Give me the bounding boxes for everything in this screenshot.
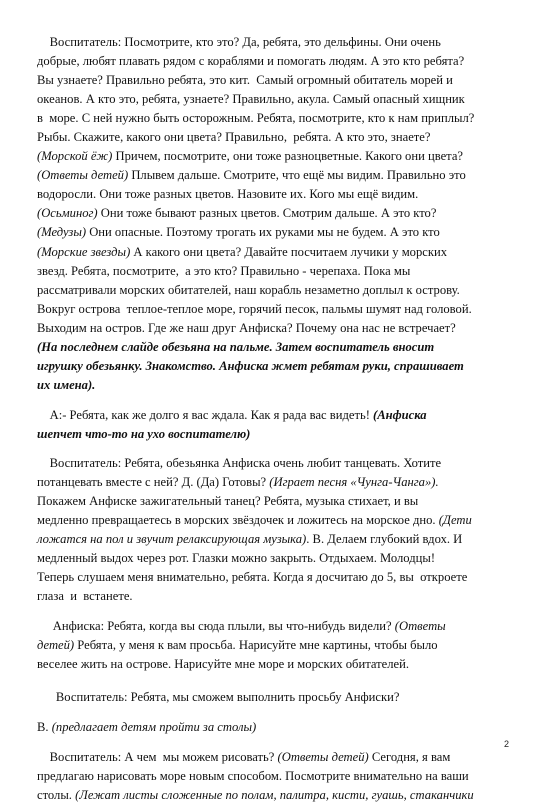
paragraph-2	[37, 406, 507, 444]
text-line	[37, 281, 507, 300]
emphasized-text: (предлагает детям пройти за столы)	[51, 719, 257, 734]
emphasized-text: (Ответы детей)	[277, 749, 369, 764]
text-run: Они опасные. Поэтому трогать их руками мы не будем. А это кто	[86, 225, 440, 240]
emphasized-text: (Осьминог)	[37, 206, 98, 221]
text-run: А:- Ребята, как же долго я вас ждала. Как я рада вас видеть!	[37, 407, 374, 422]
emphasized-text: (Лежат листы сложенные по полам, палитра, кисти, гуашь, стаканчики	[75, 787, 474, 802]
text-run: водоросли. Они тоже разных цветов. Назовите их. Кого мы ещё видим.	[37, 187, 419, 202]
text-line	[37, 748, 507, 767]
text-run: потанцевать вместе с ней? Д. (Да) Готовы?	[37, 475, 270, 490]
text-run: рассматривали морских обитателей, наш корабль незаметно доплыл к острову.	[37, 282, 460, 297]
text-run: Причем, посмотрите, они тоже разноцветные. Какого они цвета?	[112, 149, 464, 164]
emphasized-text: ложатся на пол и звучит релаксирующая музыка)	[37, 532, 307, 547]
paragraph-7	[37, 748, 507, 805]
text-line	[37, 587, 507, 606]
text-line	[37, 204, 507, 223]
text-run: глаза и встанете.	[37, 589, 133, 604]
text-run: океанов. А кто это, ребята, узнаете? Правильно, акула. Самый опасный хищник	[37, 92, 465, 107]
paragraph-4	[37, 617, 507, 674]
text-run: Плывем дальше. Смотрите, что ещё мы видим. Правильно это	[128, 168, 466, 183]
emphasized-text: (Морские звезды)	[37, 244, 131, 259]
emphasized-text: шепчет что-то на ухо воспитателю)	[37, 426, 251, 441]
text-run: А какого они цвета? Давайте посчитаем лучики у морских	[130, 244, 448, 259]
text-line	[37, 454, 507, 473]
text-line	[37, 71, 507, 90]
text-run: медленно превращаетесь в морских звёздочек и ложитесь на морское дно.	[37, 513, 439, 528]
paragraph-3	[37, 454, 507, 606]
text-line	[37, 109, 507, 128]
emphasized-text: (Ответы детей)	[37, 168, 129, 183]
text-run: Рыбы. Скажите, какого они цвета? Правильно, ребята. А кто это, знаете?	[37, 130, 431, 145]
text-run: Они тоже бывают разных цветов. Смотрим дальше. А это кто?	[97, 206, 437, 221]
text-line	[37, 688, 507, 707]
text-line	[37, 300, 507, 319]
text-line	[37, 357, 507, 376]
text-run: Вокруг острова теплое-теплое море, горячий песок, пальмы шумят над головой.	[37, 301, 472, 316]
text-line	[37, 128, 507, 147]
text-line	[37, 319, 507, 338]
paragraph-5	[37, 688, 507, 707]
emphasized-text: их имена).	[37, 377, 96, 392]
text-line	[37, 492, 507, 511]
text-run: веселее жить на острове. Нарисуйте мне море и морских обитателей.	[37, 657, 409, 672]
text-run: в море. С ней нужно быть осторожным. Ребята, посмотрите, кто к нам приплыл?	[37, 111, 475, 126]
text-line	[37, 636, 507, 655]
paragraph-6	[37, 718, 507, 737]
text-line	[37, 530, 507, 549]
text-run: Воспитатель: Ребята, мы сможем выполнить просьбу Анфиски?	[37, 689, 400, 704]
text-line	[37, 718, 507, 737]
document-body	[37, 33, 507, 805]
emphasized-text: (Анфиска	[373, 407, 427, 422]
text-line	[37, 473, 507, 492]
emphasized-text: (На последнем слайде обезьяна на пальме. Затем воспитатель вносит	[37, 339, 435, 354]
emphasized-text: (Морской ёж)	[37, 149, 113, 164]
text-run: Воспитатель: А чем мы можем рисовать?	[37, 749, 278, 764]
text-line	[37, 655, 507, 674]
emphasized-text: (Ответы	[394, 619, 446, 634]
text-run: звезд. Ребята, посмотрите, а это кто? Правильно - черепаха. Пока мы	[37, 263, 411, 278]
text-line	[37, 52, 507, 71]
text-line	[37, 223, 507, 242]
text-line	[37, 147, 507, 166]
text-line	[37, 90, 507, 109]
text-line	[37, 549, 507, 568]
text-line	[37, 376, 507, 395]
text-run: столы.	[37, 787, 76, 802]
text-run: . В. Делаем глубокий вдох. И	[306, 532, 463, 547]
text-line	[37, 786, 507, 805]
emphasized-text: (Играет песня «Чунга-Чанга»).	[269, 475, 439, 490]
text-run: Выходим на остров. Где же наш друг Анфиска? Почему она нас не встречает?	[37, 320, 456, 335]
text-line	[37, 338, 507, 357]
text-run: Анфиска: Ребята, когда вы сюда плыли, вы что-нибудь видели?	[37, 619, 395, 634]
page-number: 2	[503, 739, 509, 749]
text-run: предлагаю нарисовать море новым способом. Посмотрите внимательно на ваши	[37, 768, 469, 783]
text-line	[37, 511, 507, 530]
emphasized-text: игрушку обезьянку. Знакомство. Анфиска жмет ребятам руки, спрашивает	[37, 358, 464, 373]
text-line	[37, 243, 507, 262]
text-run: Покажем Анфиске зажигательный танец? Ребята, музыка стихает, и вы	[37, 494, 419, 509]
emphasized-text: детей)	[37, 638, 75, 653]
text-run: Вы узнаете? Правильно ребята, это кит. Самый огромный обитатель морей и	[37, 73, 453, 88]
text-line	[37, 166, 507, 185]
text-line	[37, 568, 507, 587]
text-run: Теперь слушаем меня внимательно, ребята. Когда я досчитаю до 5, вы откроете	[37, 570, 468, 585]
text-run: добрые, любят плавать рядом с кораблями и помогать людям. А это кто ребята?	[37, 54, 465, 69]
text-line	[37, 185, 507, 204]
text-run: Воспитатель: Ребята, обезьянка Анфиска очень любит танцевать. Хотите	[37, 455, 442, 470]
text-line	[37, 425, 507, 444]
emphasized-text: (Дети	[438, 513, 472, 528]
text-run: Ребята, у меня к вам просьба. Нарисуйте мне картины, чтобы было	[74, 638, 438, 653]
paragraph-1	[37, 33, 507, 395]
text-line	[37, 33, 507, 52]
text-line	[37, 406, 507, 425]
text-line	[37, 767, 507, 786]
text-run: В.	[37, 719, 52, 734]
text-line	[37, 262, 507, 281]
text-run: Сегодня, я вам	[368, 749, 451, 764]
text-line	[37, 617, 507, 636]
text-run: Воспитатель: Посмотрите, кто это? Да, ребята, это дельфины. Они очень	[37, 35, 441, 49]
emphasized-text: (Медузы)	[37, 225, 87, 240]
text-run: медленный выдох через рот. Глазки можно закрыть. Отдыхаем. Молодцы!	[37, 551, 436, 566]
